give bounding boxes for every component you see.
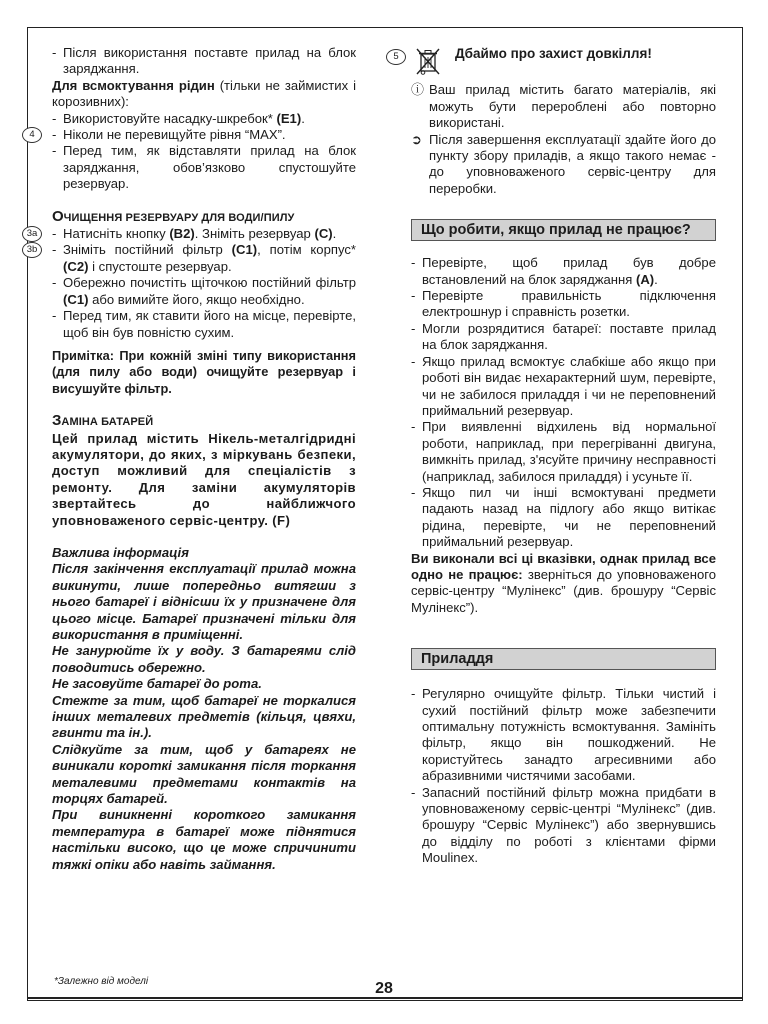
- list-item: - Запасний постійний фільтр можна придбати в уповноваженому сервіс-центрі “Мулінекс” (див. брошуру “Сервіс Мулінекс”) або звернувшись до відділу по роботі з клієнтами фірми Moulinex.: [411, 784, 716, 866]
- list-item: - Могли розрядитися батареї: поставте прилад на блок заряджання.: [411, 320, 716, 353]
- list-item: - Після використання поставте прилад на блок заряджання.: [52, 45, 356, 77]
- troubleshooting-title: Що робити, якщо прилад не працює?: [411, 219, 716, 241]
- figure-marker: 4: [22, 127, 42, 143]
- list-item: ⓘ Ваш прилад містить багато матеріалів, які можуть бути перероблені або повторно використані.: [411, 82, 716, 131]
- list-item: - Перед тим, як ставити його на місце, перевірте, щоб він був повністю сухим.: [52, 308, 356, 340]
- important-paragraph: Не занурюйте їх у воду. З батареями слід поводитись обережно.: [52, 643, 356, 675]
- list-item: - Перевірте правильність підключення електрошнур і справність розетки.: [411, 288, 716, 320]
- accessories-title: Приладдя: [411, 648, 716, 670]
- important-paragraph: Не засовуйте батареї до рота.: [52, 676, 262, 692]
- list-item: - При виявленні відхилень від нормальної роботи, наприклад, при перегріванні двигуна, вимкніть прилад, з'ясуйте причину несправності (наприклад, забилося приладдя) і усуньте її.: [411, 419, 716, 484]
- list-item: - Якщо пил чи інші всмоктувані предмети падають назад на підлогу або якщо витікає рідина, перевірте, чи не переповнений приймальний резервуар.: [411, 484, 716, 550]
- info-icon: ⓘ: [411, 82, 425, 98]
- arrow-icon: ➲: [411, 131, 422, 147]
- list-item: - Якщо прилад всмоктує слабкіше або якщо при роботі він видає нехарактерний шум, перевірте, чи не забилося приладдя і чи не переповнений приймальний резервуар.: [411, 353, 716, 418]
- list-item: - Регулярно очищуйте фільтр. Тільки чистий і сухий постійний фільтр може забезпечити оптимальну потужність всмоктування. Замініть фільтр, якщо він пошкоджений. Не користуйтесь занадто агресивними або абразивними чистячими засобами.: [411, 686, 716, 784]
- list-item: ➲ Після завершення експлуатації здайте його до пункту збору приладів, а якщо такого немає - до уповноваженого сервіс-центру для переробки.: [411, 131, 716, 196]
- list-item: 3b - Зніміть постійний фільтр (C1), потім корпус* (C2) і спустоште резервуар.: [52, 242, 356, 275]
- footnote: *Залежно від моделі: [54, 976, 149, 987]
- important-paragraph: Після закінчення експлуатації прилад можна викинути, лише попередньо витягши з нього батареї і віднісши їх у призначене для цього місце. Батареї призначені тільки для використання в приміщенні.: [52, 561, 356, 642]
- important-title: Важлива інформація: [52, 544, 189, 560]
- list-item: - Перевірте, щоб прилад був добре встановлений на блок заряджання (A).: [411, 255, 716, 287]
- eco-title: Дбаймо про захист довкілля!: [455, 46, 652, 61]
- list-item: - Використовуйте насадку-шкребок* (E1).: [52, 110, 305, 126]
- right-column: [411, 45, 716, 867]
- important-paragraph: Стежте за тим, щоб батареї не торкалися інших металевих предметів (кільця, цвяхи, гвинти та ін.).: [52, 692, 356, 741]
- intro-item-text: Після використання поставте прилад на блок заряджання.: [63, 45, 356, 77]
- figure-marker: 3b: [22, 242, 42, 258]
- section-heading-cleaning: ОЧИЩЕННЯ РЕЗЕРВУАРУ ДЛЯ ВОДИ/ПИЛУ: [52, 207, 295, 225]
- left-column: [26, 45, 357, 873]
- list-item: 3a - Натисніть кнопку (B2). Зніміть резервуар (C).: [52, 226, 356, 242]
- figure-marker: 5: [386, 49, 406, 65]
- page-number: 28: [375, 980, 393, 997]
- liquids-heading: Для всмоктування рідин (тільки не займистих і корозивних):: [52, 77, 356, 110]
- list-item: - Обережно почистіть щіточкою постійний фільтр (C1) або вимийте його, якщо необхідно.: [52, 275, 356, 307]
- section-heading-battery: ЗАМІНА БАТАРЕЙ: [52, 412, 154, 430]
- list-item: 4 - Ніколи не перевищуйте рівня “MAX”.: [52, 127, 356, 143]
- list-item: - Перед тим, як відставляти прилад на блок заряджання, обов’язково спустошуйте резервуар.: [52, 143, 356, 192]
- troubleshooting-final: Ви виконали всі ці вказівки, однак прилад все одно не працює: зверніться до уповноваженого сервіс-центру “Мулінекс” (див. брошуру “Сервіс Мулінекс”).: [411, 550, 716, 615]
- important-paragraph: Слідкуйте за тим, щоб у батареях не виникали короткі замикання після торкання металевими предметами контактів на торцях батарей.: [52, 741, 356, 807]
- battery-text: Цей прилад містить Нікель-металгідридні акумулятори, до яких, з міркувань безпеки, доступ можливий для спеціалістів з ремонту. Для заміни акумуляторів звертайтесь до найближчого уповноваженого сервіс-центру. (F): [52, 430, 356, 528]
- important-paragraph: При виникненні короткого замикання температура в батареї може піднятися настільки високо, що це може спричинити тяжкі опіки або навіть займання.: [52, 807, 356, 872]
- figure-marker: 3a: [22, 226, 42, 242]
- cleaning-note: Примітка: При кожній зміні типу використання (для пилу або води) очищуйте резервуар і висушуйте фільтр.: [52, 347, 356, 396]
